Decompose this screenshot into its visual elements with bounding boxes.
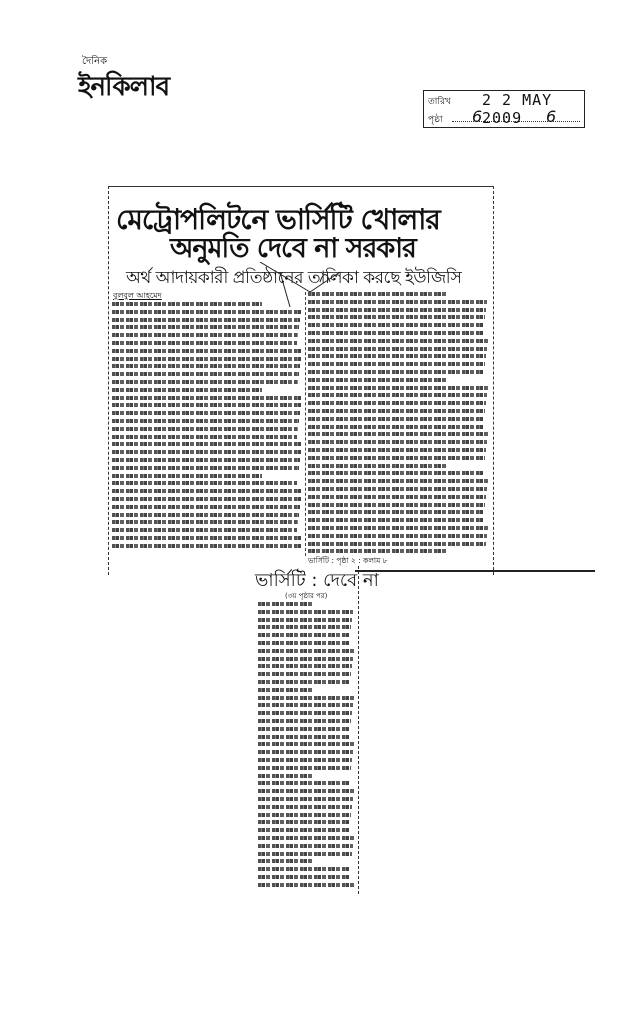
body-text-line bbox=[258, 639, 354, 647]
body-text-line bbox=[258, 865, 354, 873]
body-text-line bbox=[308, 321, 488, 329]
body-text-line bbox=[258, 787, 354, 795]
body-text-line bbox=[112, 331, 302, 339]
body-text-line bbox=[308, 290, 488, 298]
body-text-line bbox=[112, 339, 302, 347]
body-text-line bbox=[112, 425, 302, 433]
body-text-line bbox=[258, 631, 354, 639]
stamp-handwritten-page: 6 bbox=[472, 107, 483, 126]
body-text-line bbox=[258, 842, 354, 850]
body-text-line bbox=[258, 795, 354, 803]
body-text-line bbox=[308, 516, 488, 524]
stamp-date: 2 2 MAY 2009 bbox=[482, 91, 553, 127]
body-text-line bbox=[308, 337, 488, 345]
body-text-line bbox=[258, 826, 354, 834]
body-text-line bbox=[258, 725, 354, 733]
body-text-line bbox=[112, 448, 302, 456]
body-text-line bbox=[258, 803, 354, 811]
body-text-line bbox=[112, 511, 302, 519]
body-text-line bbox=[308, 438, 488, 446]
stamp-date-label: তারিখ bbox=[428, 97, 451, 107]
body-text-line bbox=[258, 873, 354, 881]
body-text-line bbox=[258, 616, 354, 624]
body-text-line bbox=[112, 417, 302, 425]
body-text-line bbox=[258, 686, 354, 694]
body-text-line bbox=[258, 748, 354, 756]
body-text-line bbox=[112, 362, 302, 370]
body-text-line bbox=[308, 508, 488, 516]
body-text-line bbox=[112, 542, 302, 550]
body-text-line bbox=[308, 407, 488, 415]
continuation-subtitle: (৩য় পৃষ্ঠার পর) bbox=[285, 592, 328, 600]
body-text-line bbox=[258, 608, 354, 616]
body-text-line bbox=[308, 399, 488, 407]
headline-line-1: মেট্রোপলিটনে ভার্সিটি খোলার bbox=[116, 203, 440, 236]
body-text-line bbox=[258, 779, 354, 787]
body-text-line bbox=[308, 446, 488, 454]
body-text-line bbox=[258, 709, 354, 717]
body-text-line bbox=[112, 503, 302, 511]
body-text-line bbox=[258, 662, 354, 670]
subheadline: অর্থ আদায়কারী প্রতিষ্ঠানের তালিকা করছে ইউজিসি bbox=[126, 268, 462, 288]
body-text-line bbox=[308, 485, 488, 493]
stamp-handwritten-col: 6 bbox=[546, 107, 557, 126]
body-text-line bbox=[308, 352, 488, 360]
body-text-line bbox=[112, 308, 302, 316]
body-text-line bbox=[258, 647, 354, 655]
continuation-title: ভার্সিটি : দেবে না bbox=[255, 570, 379, 591]
masthead-kicker: দৈনিক bbox=[82, 56, 108, 67]
body-text-line bbox=[308, 540, 488, 548]
body-text-line bbox=[308, 501, 488, 509]
column-divider bbox=[305, 292, 306, 556]
newspaper-masthead: ইনকিলাব bbox=[78, 72, 170, 102]
body-text-line bbox=[112, 316, 302, 324]
body-text-line bbox=[308, 313, 488, 321]
body-text-line bbox=[112, 370, 302, 378]
article-body-right-column bbox=[308, 290, 488, 555]
body-text-line bbox=[258, 740, 354, 748]
body-text-line bbox=[308, 477, 488, 485]
body-text-line bbox=[112, 518, 302, 526]
section-rule bbox=[355, 570, 595, 572]
stamp-dotted-line bbox=[452, 121, 580, 122]
body-text-line bbox=[308, 547, 488, 555]
body-text-line bbox=[112, 464, 302, 472]
body-text-line bbox=[258, 733, 354, 741]
body-text-line bbox=[308, 368, 488, 376]
body-text-line bbox=[112, 300, 302, 308]
date-stamp bbox=[423, 90, 585, 128]
body-text-line bbox=[258, 764, 354, 772]
body-text-line bbox=[308, 306, 488, 314]
body-text-line bbox=[258, 857, 354, 865]
body-text-line bbox=[258, 701, 354, 709]
body-text-line bbox=[308, 360, 488, 368]
body-text-line bbox=[112, 479, 302, 487]
body-text-line bbox=[112, 495, 302, 503]
body-text-line bbox=[258, 834, 354, 842]
article-body-left-column bbox=[112, 300, 302, 550]
body-text-line bbox=[112, 534, 302, 542]
body-text-line bbox=[308, 462, 488, 470]
body-text-line bbox=[112, 394, 302, 402]
body-text-line bbox=[112, 378, 302, 386]
body-text-line bbox=[308, 345, 488, 353]
body-text-line bbox=[258, 623, 354, 631]
body-text-line bbox=[258, 717, 354, 725]
body-text-line bbox=[112, 472, 302, 480]
body-text-line bbox=[308, 376, 488, 384]
body-text-line bbox=[112, 433, 302, 441]
byline: বুলবুল আহমেদ bbox=[113, 291, 162, 300]
body-text-line bbox=[112, 323, 302, 331]
body-text-line bbox=[308, 454, 488, 462]
body-text-line bbox=[308, 532, 488, 540]
stamp-page-label: পৃষ্ঠা bbox=[428, 115, 443, 125]
body-text-line bbox=[258, 756, 354, 764]
body-text-line bbox=[112, 355, 302, 363]
body-text-line bbox=[258, 818, 354, 826]
body-text-line bbox=[308, 469, 488, 477]
body-text-line bbox=[308, 384, 488, 392]
body-text-line bbox=[308, 298, 488, 306]
body-text-line bbox=[258, 694, 354, 702]
body-text-line bbox=[112, 440, 302, 448]
body-text-line bbox=[308, 329, 488, 337]
body-text-line bbox=[308, 430, 488, 438]
headline-line-2: অনুমতি দেবে না সরকার bbox=[170, 233, 416, 264]
body-text-line bbox=[112, 409, 302, 417]
body-text-line bbox=[112, 456, 302, 464]
body-text-line bbox=[308, 493, 488, 501]
body-text-line bbox=[258, 811, 354, 819]
body-text-line bbox=[258, 678, 354, 686]
body-text-line bbox=[308, 524, 488, 532]
body-text-line bbox=[258, 670, 354, 678]
body-text-line bbox=[308, 423, 488, 431]
body-text-line bbox=[258, 881, 354, 889]
body-text-line bbox=[112, 526, 302, 534]
body-text-line bbox=[112, 401, 302, 409]
body-text-line bbox=[308, 415, 488, 423]
body-text-line bbox=[258, 600, 354, 608]
continuation-body bbox=[258, 600, 354, 888]
jump-line: ভার্সিটি : পৃষ্ঠা ২ : কলাম ৮ bbox=[308, 556, 388, 565]
body-text-line bbox=[308, 391, 488, 399]
body-text-line bbox=[112, 386, 302, 394]
body-text-line bbox=[258, 655, 354, 663]
body-text-line bbox=[258, 772, 354, 780]
body-text-line bbox=[258, 850, 354, 858]
body-text-line bbox=[112, 487, 302, 495]
body-text-line bbox=[112, 347, 302, 355]
